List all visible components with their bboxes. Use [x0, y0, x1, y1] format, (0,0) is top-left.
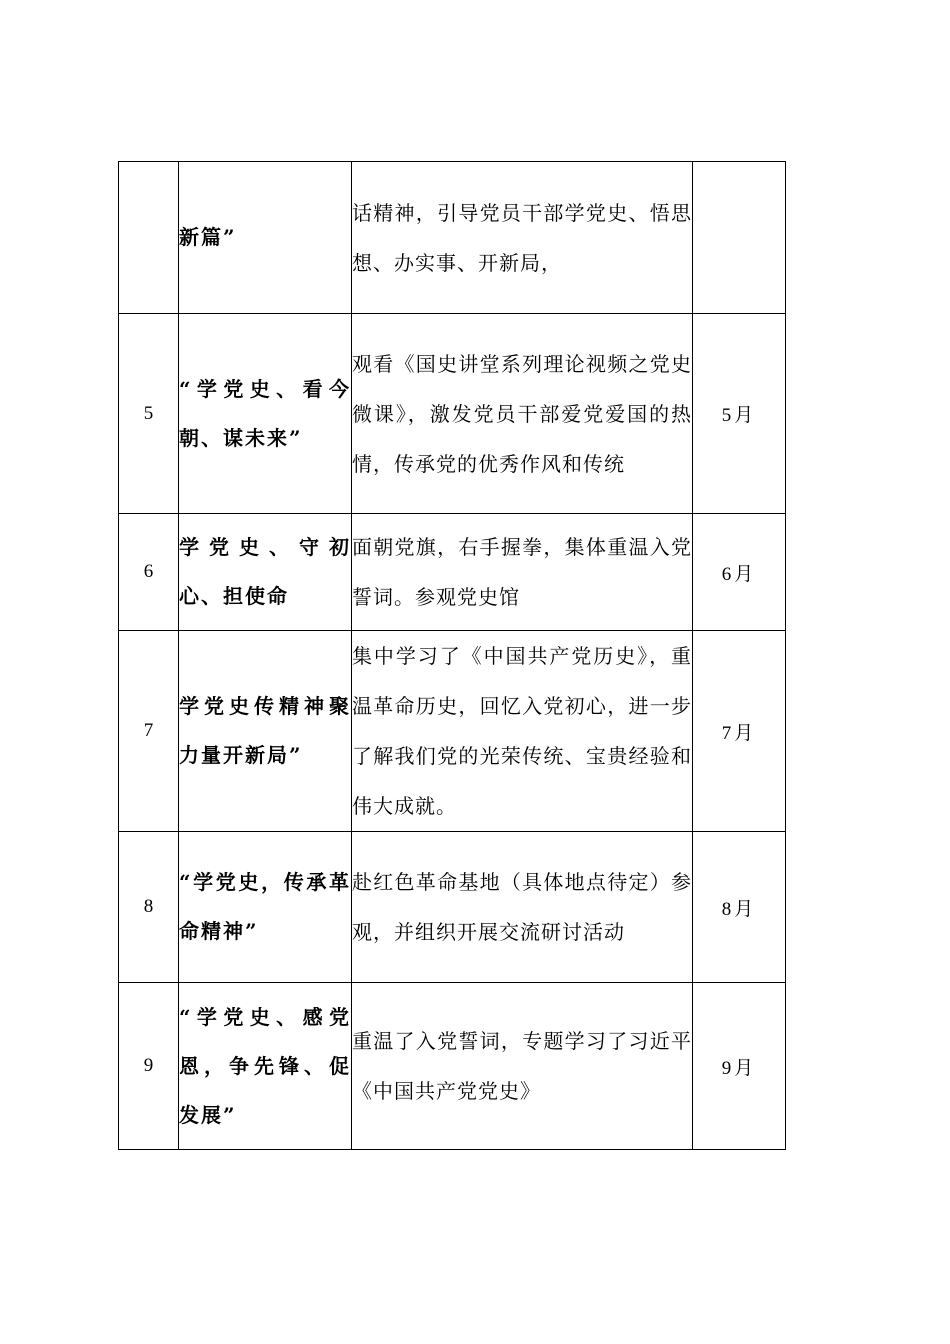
activity-title: 新篇” — [179, 225, 237, 249]
activity-month: 5月 — [721, 405, 757, 426]
table-row — [119, 832, 786, 983]
activity-month: 6月 — [721, 563, 757, 585]
activity-plan-table — [118, 161, 786, 1150]
row-number: 8 — [119, 832, 179, 983]
activity-title: “学党史、感党恩，争先锋、促发展” — [179, 1004, 351, 1127]
activity-month: 7月 — [721, 722, 757, 744]
row-number: 7 — [119, 631, 179, 832]
row-number — [119, 162, 179, 314]
row-number: 6 — [119, 514, 179, 631]
activity-title: 学党史、守初心、担使命 — [179, 535, 351, 608]
activity-title: 学党史传精神聚力量开新局” — [179, 694, 351, 767]
activity-description: 面朝党旗，右手握拳，集体重温入党誓词。参观党史馆 — [352, 535, 692, 609]
activity-month: 9月 — [721, 1057, 757, 1079]
activity-description: 集中学习了《中国共产党历史》，重温革命历史，回忆入党初心，进一步了解我们党的光荣传统、宝贵经验和伟大成就。 — [352, 644, 692, 818]
table-row — [119, 314, 786, 514]
activity-title: “学党史，传承革命精神” — [179, 870, 351, 943]
activity-description: 赴红色革命基地（具体地点待定）参观，并组织开展交流研讨活动 — [352, 870, 692, 944]
activity-description: 重温了入党誓词，专题学习了习近平《中国共产党党史》 — [352, 1029, 692, 1103]
table-row — [119, 514, 786, 631]
table-row — [119, 162, 786, 314]
table-row — [119, 631, 786, 832]
activity-description: 话精神，引导党员干部学党史、悟思想、办实事、开新局， — [352, 200, 692, 275]
table-row — [119, 983, 786, 1150]
activity-description: 观看《国史讲堂系列理论视频之党史微课》，激发党员干部爱党爱国的热情，传承党的优秀作风和传统 — [352, 351, 692, 476]
row-number: 9 — [119, 983, 179, 1150]
activity-title: “学党史、看今朝、谋未来” — [179, 376, 351, 450]
activity-month: 8月 — [721, 898, 757, 920]
row-number: 5 — [119, 314, 179, 514]
